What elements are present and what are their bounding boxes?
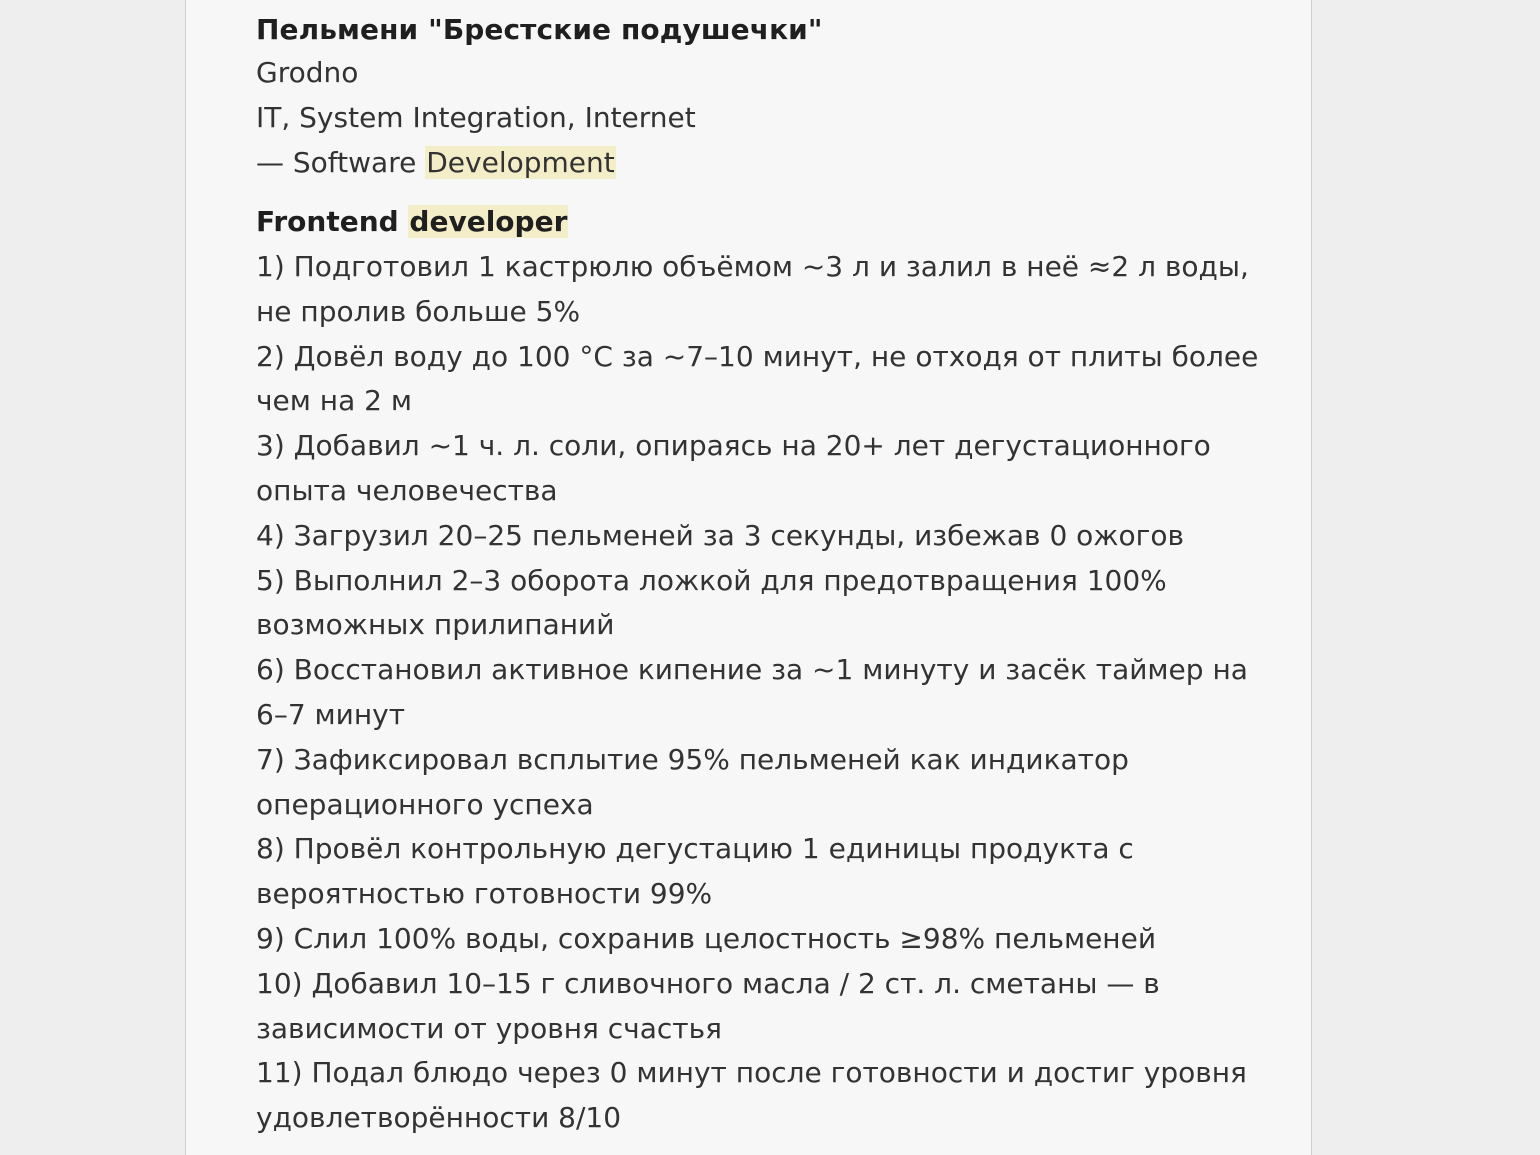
- step-item: 6) Восстановил активное кипение за ~1 минуту и засёк таймер на 6–7 минут: [256, 653, 1248, 731]
- step-item: 10) Добавил 10–15 г сливочного масла / 2 ст. л. сметаны — в зависимости от уровня счастья: [256, 966, 1160, 1045]
- job-title-highlight: developer: [409, 205, 568, 238]
- post-panel: [185, 0, 1312, 1155]
- step-item: 7) Зафиксировал всплытие 95% пельменей как индикатор операционного успеха: [256, 742, 1129, 821]
- company-city: Grodno: [256, 56, 359, 89]
- job-title-prefix: Frontend: [256, 205, 409, 238]
- step-item: 2) Довёл воду до 100 °С за ~7–10 минут, не отходя от плиты более чем на 2 м: [256, 339, 1259, 418]
- steps-list: [256, 245, 1276, 1141]
- step-item: 1) Подготовил 1 кастрюлю объёмом ~3 л и залил в неё ≈2 л воды, не пролив больше 5%: [256, 250, 1249, 328]
- step-item: 5) Выполнил 2–3 оборота ложкой для предотвращения 100% возможных прилипаний: [256, 563, 1167, 642]
- specialty-highlight: Development: [426, 146, 615, 179]
- company-industry: IT, System Integration, Internet: [256, 101, 696, 134]
- post-content: [256, 10, 1276, 1141]
- step-item: 9) Слил 100% воды, сохранив целостность ≥98% пельменей: [256, 921, 1157, 955]
- step-item: 3) Добавил ~1 ч. л. соли, опираясь на 20+ лет дегустационного опыта человечества: [256, 429, 1211, 507]
- step-item: 4) Загрузил 20–25 пельменей за 3 секунды, избежав 0 ожогов: [256, 518, 1185, 552]
- step-item: 11) Подал блюдо через 0 минут после готовности и достиг уровня удовлетворённости 8/10: [256, 1056, 1247, 1135]
- step-item: 8) Провёл контрольную дегустацию 1 единицы продукта с вероятностью готовности 99%: [256, 832, 1134, 911]
- company-specialty: [256, 140, 1276, 185]
- specialty-prefix: — Software: [256, 146, 426, 179]
- company-name: Пельмени "Брестские подушечки": [256, 13, 823, 46]
- job-title: [256, 199, 1276, 245]
